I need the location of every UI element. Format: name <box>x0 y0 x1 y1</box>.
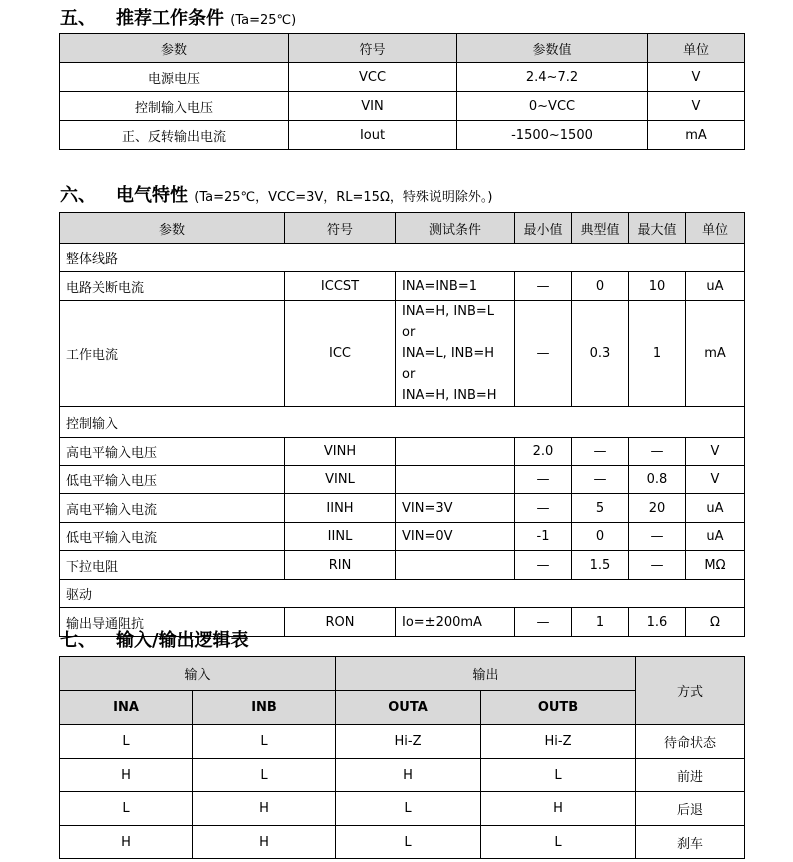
logic-table <box>59 656 745 859</box>
table-cell: mA <box>648 121 745 150</box>
table-cell: H <box>481 792 636 826</box>
table-row <box>60 466 745 494</box>
recommended-conditions-table <box>59 33 745 150</box>
table-cell: 低电平输入电压 <box>60 466 285 494</box>
section-7-heading: 输入/输出逻辑表 <box>116 630 249 651</box>
table-cell: 1 <box>629 301 686 407</box>
table-cell: — <box>629 551 686 580</box>
input-header: 输入 <box>60 657 336 691</box>
table-cell: Io=±200mA <box>396 608 515 637</box>
table-cell: mA <box>686 301 745 407</box>
table-row <box>60 792 745 826</box>
table-cell <box>396 551 515 580</box>
table-header-row <box>60 34 745 63</box>
table-cell: 高电平输入电压 <box>60 438 285 466</box>
table-cell: 0 <box>572 272 629 301</box>
table-cell <box>396 438 515 466</box>
table-cell: uA <box>686 494 745 523</box>
table-cell: 0~VCC <box>457 92 648 121</box>
group-row <box>60 580 745 608</box>
group-row <box>60 244 745 272</box>
table-cell: 输出导通阻抗 <box>60 608 285 637</box>
table-row <box>60 438 745 466</box>
col-header: INB <box>193 691 336 725</box>
table-cell: 后退 <box>636 792 745 826</box>
table-cell: 待命状态 <box>636 725 745 759</box>
table-row <box>60 523 745 551</box>
col-header: 符号 <box>289 34 457 63</box>
table-cell: — <box>515 608 572 637</box>
section-6-heading: 电气特性 <box>116 185 188 206</box>
table-row <box>60 121 745 150</box>
table-cell: H <box>60 826 193 859</box>
table-cell: uA <box>686 272 745 301</box>
table-cell: RON <box>285 608 396 637</box>
table-cell: 前进 <box>636 759 745 792</box>
table-cell: H <box>60 759 193 792</box>
table-cell: 正、反转输出电流 <box>60 121 289 150</box>
table-cell: H <box>193 826 336 859</box>
section-6-title <box>60 181 492 207</box>
col-header: 测试条件 <box>396 213 515 244</box>
col-header: 符号 <box>285 213 396 244</box>
table-cell: 1 <box>572 608 629 637</box>
table-cell: V <box>648 63 745 92</box>
table-cell: H <box>193 792 336 826</box>
col-header: 典型值 <box>572 213 629 244</box>
table-cell: 20 <box>629 494 686 523</box>
table-cell: Hi-Z <box>336 725 481 759</box>
table-cell: — <box>515 466 572 494</box>
table-cell: L <box>193 759 336 792</box>
table-cell: 控制输入电压 <box>60 92 289 121</box>
condition-line: INA=L, INB=H or <box>402 346 494 382</box>
table-cell: -1500~1500 <box>457 121 648 150</box>
table-cell: ICC <box>285 301 396 407</box>
table-cell: 0.8 <box>629 466 686 494</box>
col-header: 单位 <box>648 34 745 63</box>
table-cell: L <box>193 725 336 759</box>
table-row <box>60 551 745 580</box>
section-6-condition: (Ta=25℃，VCC=3V，RL=15Ω，特殊说明除外。) <box>194 190 493 205</box>
col-header: 参数 <box>60 213 285 244</box>
table-cell: 1.6 <box>629 608 686 637</box>
table-cell: L <box>481 759 636 792</box>
table-cell: Ω <box>686 608 745 637</box>
table-cell: V <box>686 438 745 466</box>
table-cell: Hi-Z <box>481 725 636 759</box>
table-cell: — <box>629 438 686 466</box>
table-row <box>60 725 745 759</box>
section-5-condition: (Ta=25℃) <box>230 13 297 28</box>
table-cell: -1 <box>515 523 572 551</box>
col-header: INA <box>60 691 193 725</box>
table-cell: 2.4~7.2 <box>457 63 648 92</box>
section-7-number: 七、 <box>60 630 96 651</box>
table-cell: VCC <box>289 63 457 92</box>
table-cell: — <box>515 301 572 407</box>
group-label: 整体线路 <box>60 244 745 272</box>
test-condition-cell <box>396 301 515 407</box>
table-cell: VINH <box>285 438 396 466</box>
table-cell: V <box>686 466 745 494</box>
table-cell: 0.3 <box>572 301 629 407</box>
group-row <box>60 407 745 438</box>
table-row <box>60 272 745 301</box>
table-row <box>60 759 745 792</box>
col-header: OUTA <box>336 691 481 725</box>
col-header: 最小值 <box>515 213 572 244</box>
table-cell: — <box>515 494 572 523</box>
table-row <box>60 63 745 92</box>
table-cell: 电路关断电流 <box>60 272 285 301</box>
table-header-row <box>60 213 745 244</box>
section-5-title <box>60 4 296 30</box>
table-cell: L <box>60 792 193 826</box>
table-cell: 刹车 <box>636 826 745 859</box>
table-cell: VIN=3V <box>396 494 515 523</box>
section-5-number: 五、 <box>60 8 96 29</box>
table-cell: — <box>572 466 629 494</box>
condition-line: INA=H, INB=L or <box>402 304 494 340</box>
table-cell: VIN <box>289 92 457 121</box>
table-cell: IINL <box>285 523 396 551</box>
table-cell: — <box>515 272 572 301</box>
table-cell: RIN <box>285 551 396 580</box>
table-cell: 10 <box>629 272 686 301</box>
table-cell: — <box>515 551 572 580</box>
table-cell: L <box>60 725 193 759</box>
table-cell: L <box>481 826 636 859</box>
table-cell: MΩ <box>686 551 745 580</box>
table-cell: 5 <box>572 494 629 523</box>
section-7-title <box>60 626 249 652</box>
table-cell: IINH <box>285 494 396 523</box>
table-cell: INA=INB=1 <box>396 272 515 301</box>
col-header: 参数值 <box>457 34 648 63</box>
table-header-row <box>60 657 745 691</box>
group-label: 驱动 <box>60 580 745 608</box>
table-cell: V <box>648 92 745 121</box>
section-5-heading: 推荐工作条件 <box>116 8 224 29</box>
table-cell: — <box>629 523 686 551</box>
table-row <box>60 92 745 121</box>
table-cell: 2.0 <box>515 438 572 466</box>
table-row <box>60 494 745 523</box>
output-header: 输出 <box>336 657 636 691</box>
table-cell: 下拉电阻 <box>60 551 285 580</box>
table-cell: L <box>336 792 481 826</box>
condition-line: INA=H, INB=H <box>402 388 497 403</box>
col-header: 参数 <box>60 34 289 63</box>
table-row <box>60 826 745 859</box>
table-cell: L <box>336 826 481 859</box>
mode-header: 方式 <box>636 657 745 725</box>
table-cell: 0 <box>572 523 629 551</box>
table-row <box>60 301 745 407</box>
col-header: 最大值 <box>629 213 686 244</box>
table-cell: — <box>572 438 629 466</box>
table-cell: 电源电压 <box>60 63 289 92</box>
table-cell: Iout <box>289 121 457 150</box>
table-cell: VIN=0V <box>396 523 515 551</box>
table-cell: 1.5 <box>572 551 629 580</box>
electrical-characteristics-table <box>59 212 745 637</box>
table-cell <box>396 466 515 494</box>
group-label: 控制输入 <box>60 407 745 438</box>
table-cell: 低电平输入电流 <box>60 523 285 551</box>
table-cell: VINL <box>285 466 396 494</box>
col-header: OUTB <box>481 691 636 725</box>
table-cell: uA <box>686 523 745 551</box>
table-cell: H <box>336 759 481 792</box>
table-cell: ICCST <box>285 272 396 301</box>
section-6-number: 六、 <box>60 185 96 206</box>
col-header: 单位 <box>686 213 745 244</box>
table-cell: 高电平输入电流 <box>60 494 285 523</box>
table-cell: 工作电流 <box>60 301 285 407</box>
